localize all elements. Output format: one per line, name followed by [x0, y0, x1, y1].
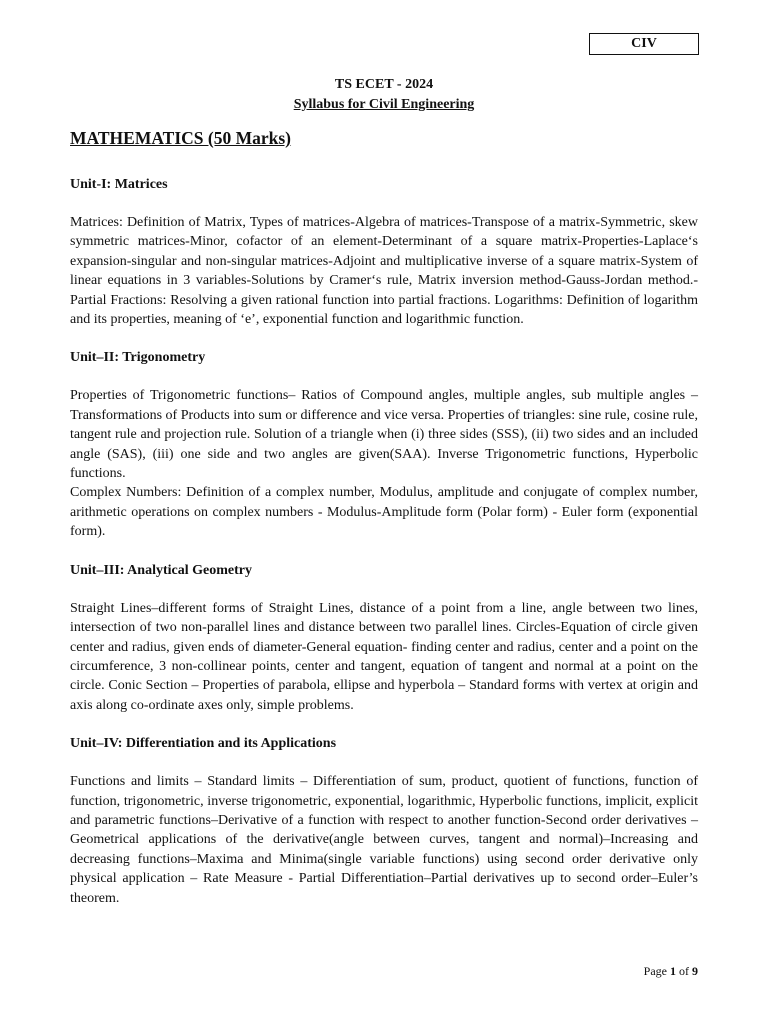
- total-pages: 9: [692, 964, 698, 978]
- unit-section-4: [70, 734, 698, 908]
- page-label: Page: [643, 964, 667, 978]
- exam-title: TS ECET - 2024: [334, 77, 434, 92]
- subject-code-badge: CIV: [589, 33, 699, 55]
- subject-heading: MATHEMATICS (50 Marks): [70, 128, 292, 148]
- unit-title: Unit–IV: Differentiation and its Applications: [70, 736, 337, 752]
- unit-title: Unit-I: Matrices: [70, 177, 168, 192]
- unit-section-3: [70, 561, 698, 715]
- current-page: 1: [670, 964, 676, 978]
- unit-section-2: [70, 348, 698, 541]
- page-number: [644, 964, 698, 979]
- unit-title: Unit–II: Trigonometry: [70, 350, 206, 366]
- unit-paragraph: Complex Numbers: Definition of a complex number, Modulus, amplitude and conjugate of complex number, arithmetic operations on complex numbers - Modulus-Amplitude form (Polar form) - Euler form (exponential form).: [70, 485, 698, 540]
- syllabus-content: [70, 175, 698, 927]
- syllabus-title: Syllabus for Civil Engineering: [293, 97, 475, 112]
- unit-section-1: [70, 175, 698, 329]
- unit-title: Unit–III: Analytical Geometry: [70, 562, 252, 578]
- unit-paragraph: Properties of Trigonometric functions– Ratios of Compound angles, multiple angles, sub multiple angles – Transformations of Products into sum or difference and vice versa. Properties of triangles: sine rule, cosine rule, tangent rule and projection rule. Solution of a triangle when (i) three sides (SSS), (ii) two sides and an included angle (SAS), (iii) one side and two angles are given(SAA). Inverse Trigonometric functions, Hyperbolic functions.: [70, 388, 698, 482]
- unit-paragraph: Matrices: Definition of Matrix, Types of matrices-Algebra of matrices-Transpose of a matrix-Symmetric, skew symmetric matrices-Minor, cofactor of an element-Determinant of a square matrix-Properties-Laplace‘s expansion-singular and non-singular matrices-Adjoint and multiplicative inverse of a square matrix-System of linear equations in 3 variables-Solutions by Cramer‘s rule, Matrix inversion method-Gauss-Jordan method.-Partial Fractions: Resolving a given rational function into partial fractions. Logarithms: Definition of logarithm and its properties, meaning of ‘e’, exponential function and logarithmic function.: [70, 215, 698, 328]
- unit-paragraph: Straight Lines–different forms of Straight Lines, distance of a point from a line, angle between two lines, intersection of two non-parallel lines and distance between two parallel lines. Circles-Equation of circle given center and radius, given ends of diameter-General equation- finding center and radius, center and a point on the circumference, 3 non-collinear points, center and tangent, equation of tangent and normal at a point on the circle. Conic Section – Properties of parabola, ellipse and hyperbola – Standard forms with vertex at origin and axis along co-ordinate axes only, simple problems.: [70, 600, 698, 713]
- unit-paragraph: Functions and limits – Standard limits – Differentiation of sum, product, quotient of functions, function of function, trigonometric, inverse trigonometric, exponential, logarithmic, Hyperbolic functions, implicit, explicit and parametric functions–Derivative of a function with respect to another function-Second order derivatives – Geometrical applications of the derivative(angle between curves, tangent and normal)–Increasing and decreasing functions–Maxima and Minima(single variable functions) using second order derivative only physical application – Rate Measure - Partial Differentiation–Partial derivatives up to second order–Euler’s theorem.: [70, 774, 698, 906]
- of-label: of: [679, 964, 689, 978]
